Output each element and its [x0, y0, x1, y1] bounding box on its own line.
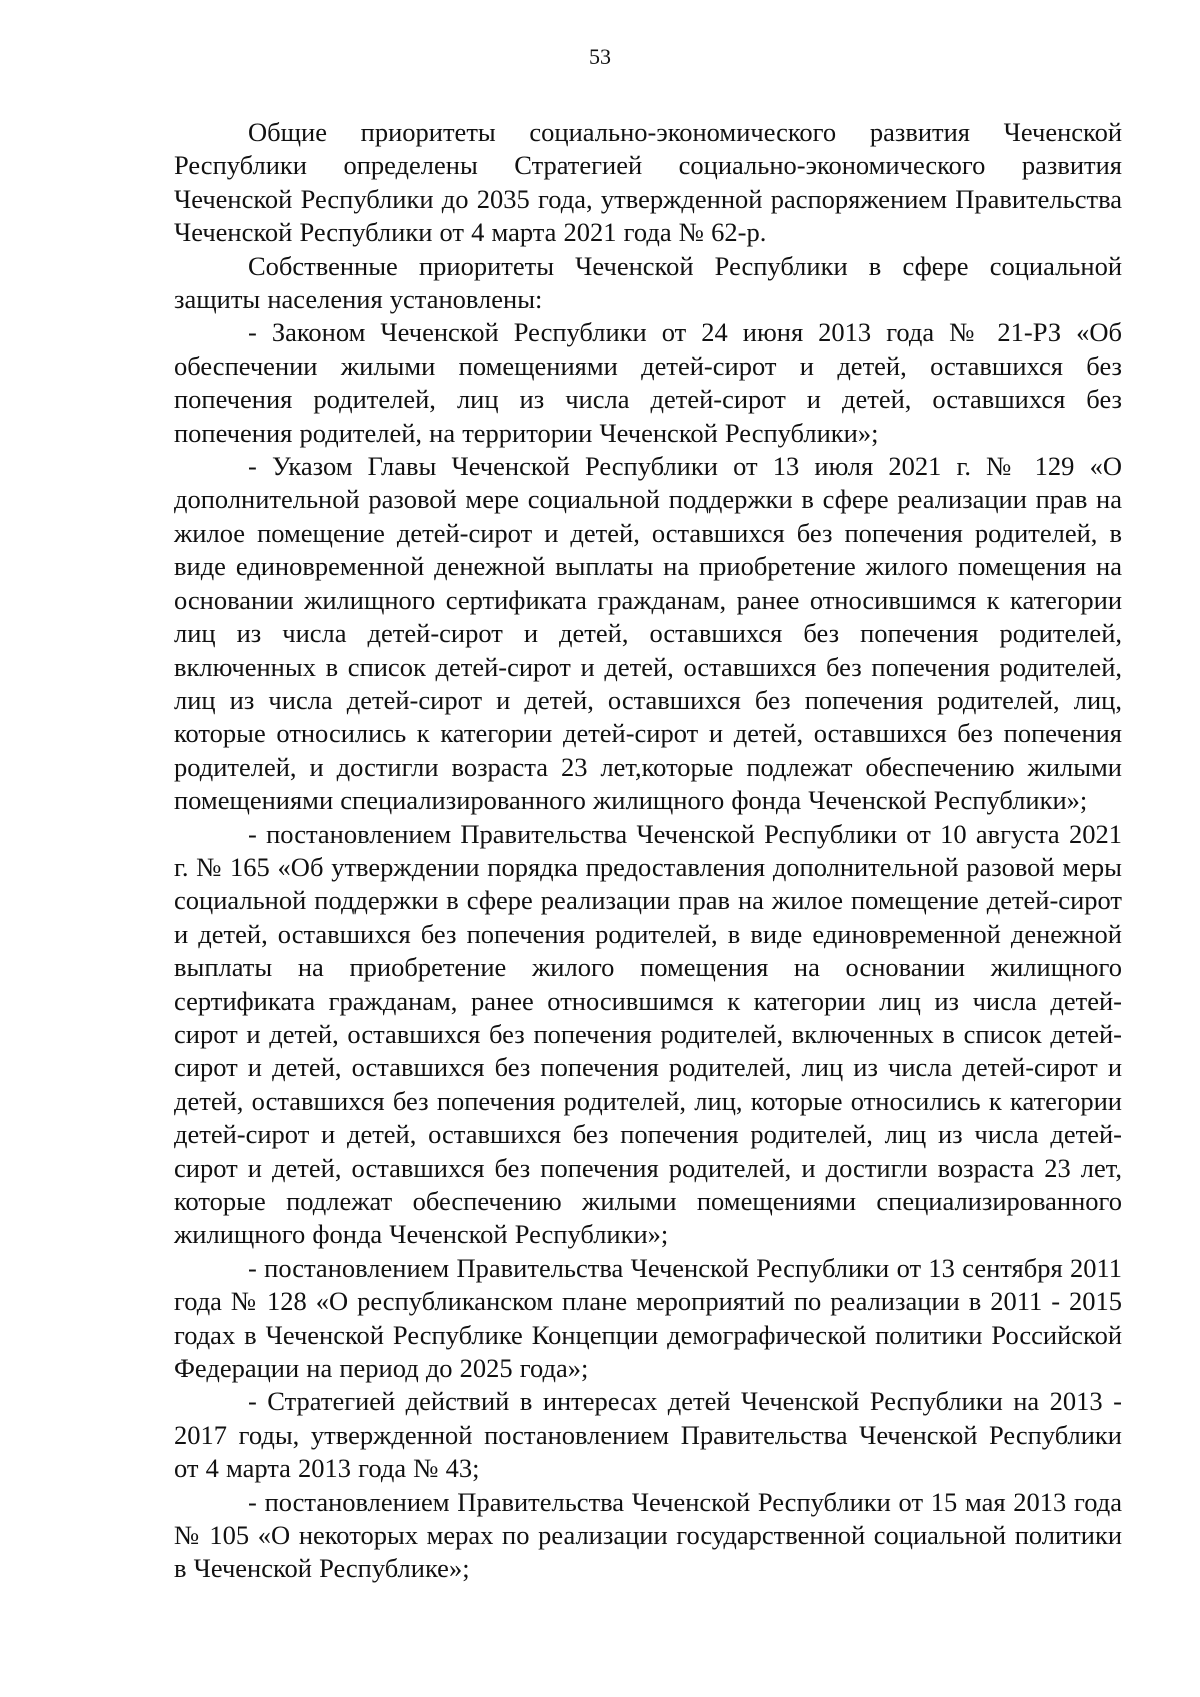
list-item-law-21rz: - Законом Чеченской Республики от 24 июня 2013 года № 21-РЗ «Об обеспечении жилыми помещениями детей-сирот и детей, оставшихся без попечения родителей, лиц из числа детей-сирот и детей, оставшихся без попечения родителей, на территории Чеченской Республики»;: [174, 317, 1122, 448]
list-item-strategy-43: - Стратегией действий в интересах детей Чеченской Республики на 2013 - 2017 годы, утвержденной постановлением Правительства Чеченской Республики от 4 марта 2013 года № 43;: [174, 1386, 1122, 1484]
document-body: [174, 116, 1122, 1586]
list-item-resolution-128: - постановлением Правительства Чеченской Республики от 13 сентября 2011 года № 128 «О республиканском плане мероприятий по реализации в 2011 - 2015 годах в Чеченской Республике Концепции демографической политики Российской Федерации на период до 2025 года»;: [174, 1252, 1122, 1384]
paragraph-own-priorities: Собственные приоритеты Чеченской Республики в сфере социальной защиты населения установлены:: [174, 250, 1122, 315]
list-item-decree-129: - Указом Главы Чеченской Республики от 13 июля 2021 г. № 129 «О дополнительной разовой мере социальной поддержки в сфере реализации прав на жилое помещение детей-сирот и детей, оставшихся без попечения родителей, в виде единовременной денежной выплаты на приобретение жилого помещения на основании жилищного сертификата гражданам, ранее относившимся к категории лиц из числа детей-сирот и детей, оставшихся без попечения родителей, включенных в список детей-сирот и детей, оставшихся без попечения родителей, лиц из числа детей-сирот и детей, оставшихся без попечения родителей, лиц, которые относились к категории детей-сирот и детей, оставшихся без попечения родителей, и достигли возраста 23 лет,которые подлежат обеспечению жилыми помещениями специализированного жилищного фонда Чеченской Республики»;: [174, 451, 1122, 816]
paragraph-general-priorities: Общие приоритеты социально-экономического развития Чеченской Республики определены Стратегией социально-экономического развития Чеченской Республики до 2035 года, утвержденной распоряжением Правительства Чеченской Республики от 4 марта 2021 года № 62-р.: [174, 117, 1122, 248]
list-item-resolution-105: - постановлением Правительства Чеченской Республики от 15 мая 2013 года № 105 «О некоторых мерах по реализации государственной социальной политики в Чеченской Республике»;: [174, 1486, 1122, 1584]
list-item-resolution-165: - постановлением Правительства Чеченской Республики от 10 августа 2021 г. № 165 «Об утверждении порядка предоставления дополнительной разовой меры социальной поддержки в сфере реализации прав на жилое помещение детей-сирот и детей, оставшихся без попечения родителей, в виде единовременной денежной выплаты на приобретение жилого помещения на основании жилищного сертификата гражданам, ранее относившимся к категории лиц из числа детей-сирот и детей, оставшихся без попечения родителей, включенных в список детей-сирот и детей, оставшихся без попечения родителей, лиц из числа детей-сирот и детей, оставшихся без попечения родителей, лиц, которые относились к категории детей-сирот и детей, оставшихся без попечения родителей, лиц из числа детей-сирот и детей, оставшихся без попечения родителей, и достигли возраста 23 лет, которые подлежат обеспечению жилыми помещениями специализированного жилищного фонда Чеченской Республики»;: [174, 818, 1122, 1250]
page-number: 53: [589, 44, 611, 69]
